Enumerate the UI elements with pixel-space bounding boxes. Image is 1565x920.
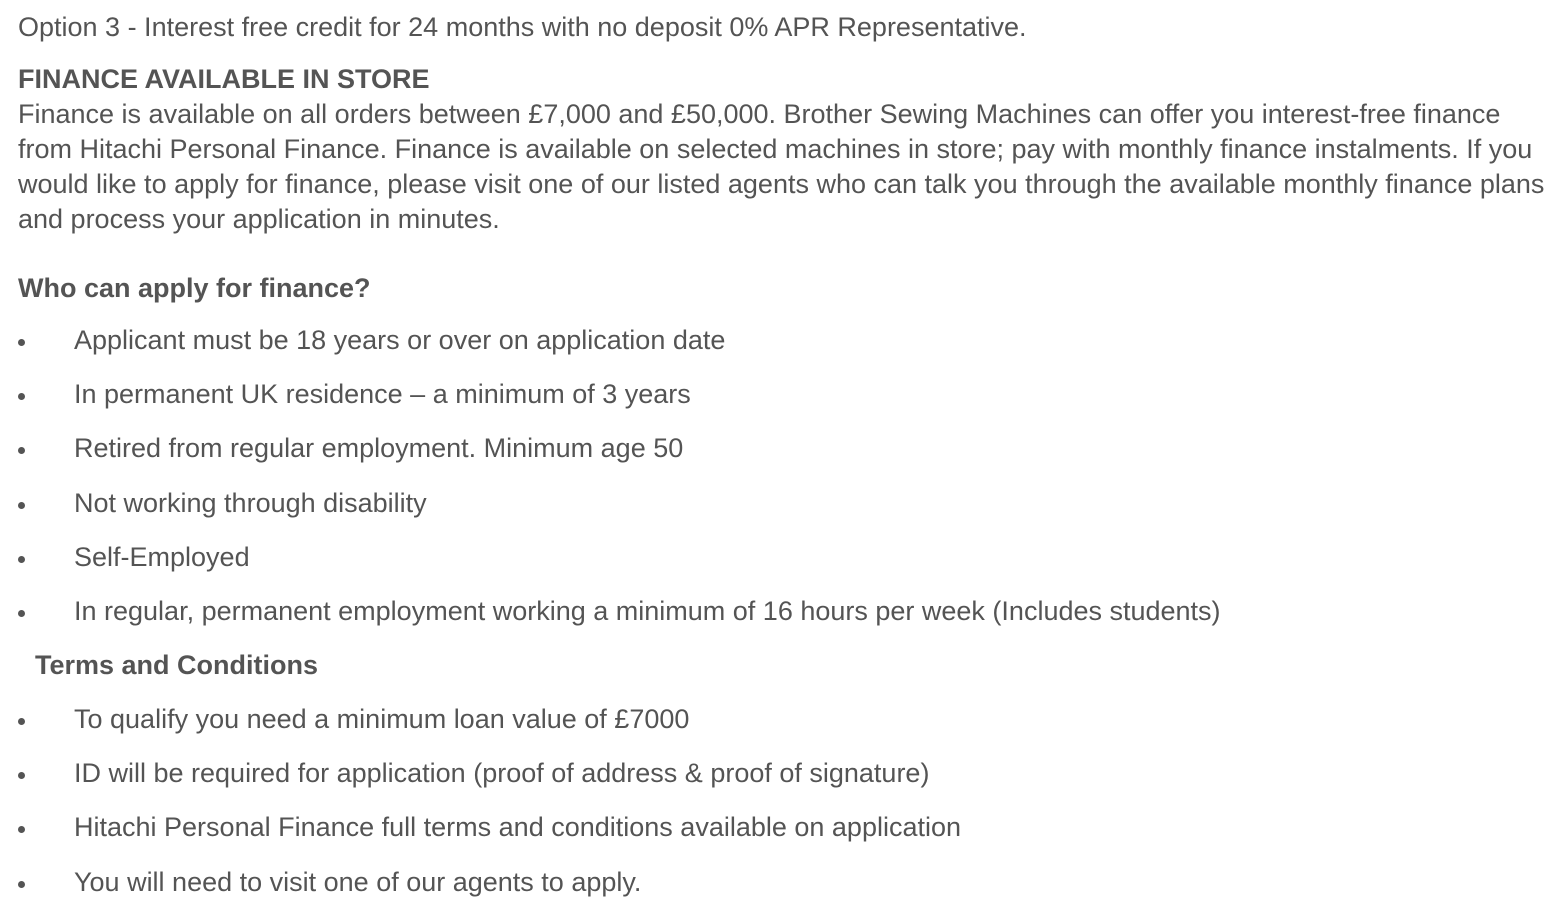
list-item-text: To qualify you need a minimum loan value of £7000: [74, 704, 690, 734]
bullet-icon: [18, 610, 25, 617]
list-item-text: Hitachi Personal Finance full terms and conditions available on application: [74, 812, 962, 843]
finance-heading: FINANCE AVAILABLE IN STORE: [18, 64, 430, 94]
finance-paragraph: Finance is available on all orders between £7,000 and £50,000. Brother Sewing Machines can offer you interest-free finance from Hitachi Personal Finance. Finance is available on selected machines in store; pay with monthly finance instalments. If you would like to apply for finance, please visit one of our listed agents who can talk you through the available monthly finance plans and process your application in minutes.: [18, 99, 1545, 234]
list-item-text: In permanent UK residence – a minimum of 3 years: [74, 379, 691, 410]
eligibility-heading: Who can apply for finance?: [18, 273, 371, 303]
bullet-icon: [18, 556, 25, 563]
bullet-icon: [18, 393, 25, 400]
bullet-icon: [18, 772, 25, 779]
bullet-icon: [18, 339, 25, 346]
list-item-text: Retired from regular employment. Minimum age 50: [74, 433, 684, 464]
list-item-text: ID will be required for application (proof of address & proof of signature): [74, 758, 930, 789]
list-item-text: Not working through disability: [74, 487, 427, 518]
list-item-text: Self-Employed: [74, 541, 250, 572]
bullet-icon: [18, 447, 25, 454]
list-item-text: Applicant must be 18 years or over on application date: [74, 325, 726, 355]
option-3-line: Option 3 - Interest free credit for 24 months with no deposit 0% APR Representative.: [18, 12, 1027, 42]
bullet-icon: [18, 881, 25, 888]
bullet-icon: [18, 502, 25, 509]
list-item-text: In regular, permanent employment working a minimum of 16 hours per week (Includes students): [74, 595, 1221, 626]
bullet-icon: [18, 826, 25, 833]
bullet-icon: [18, 718, 25, 725]
terms-heading: Terms and Conditions: [35, 650, 319, 680]
list-item-text: You will need to visit one of our agents to apply.: [74, 866, 642, 897]
